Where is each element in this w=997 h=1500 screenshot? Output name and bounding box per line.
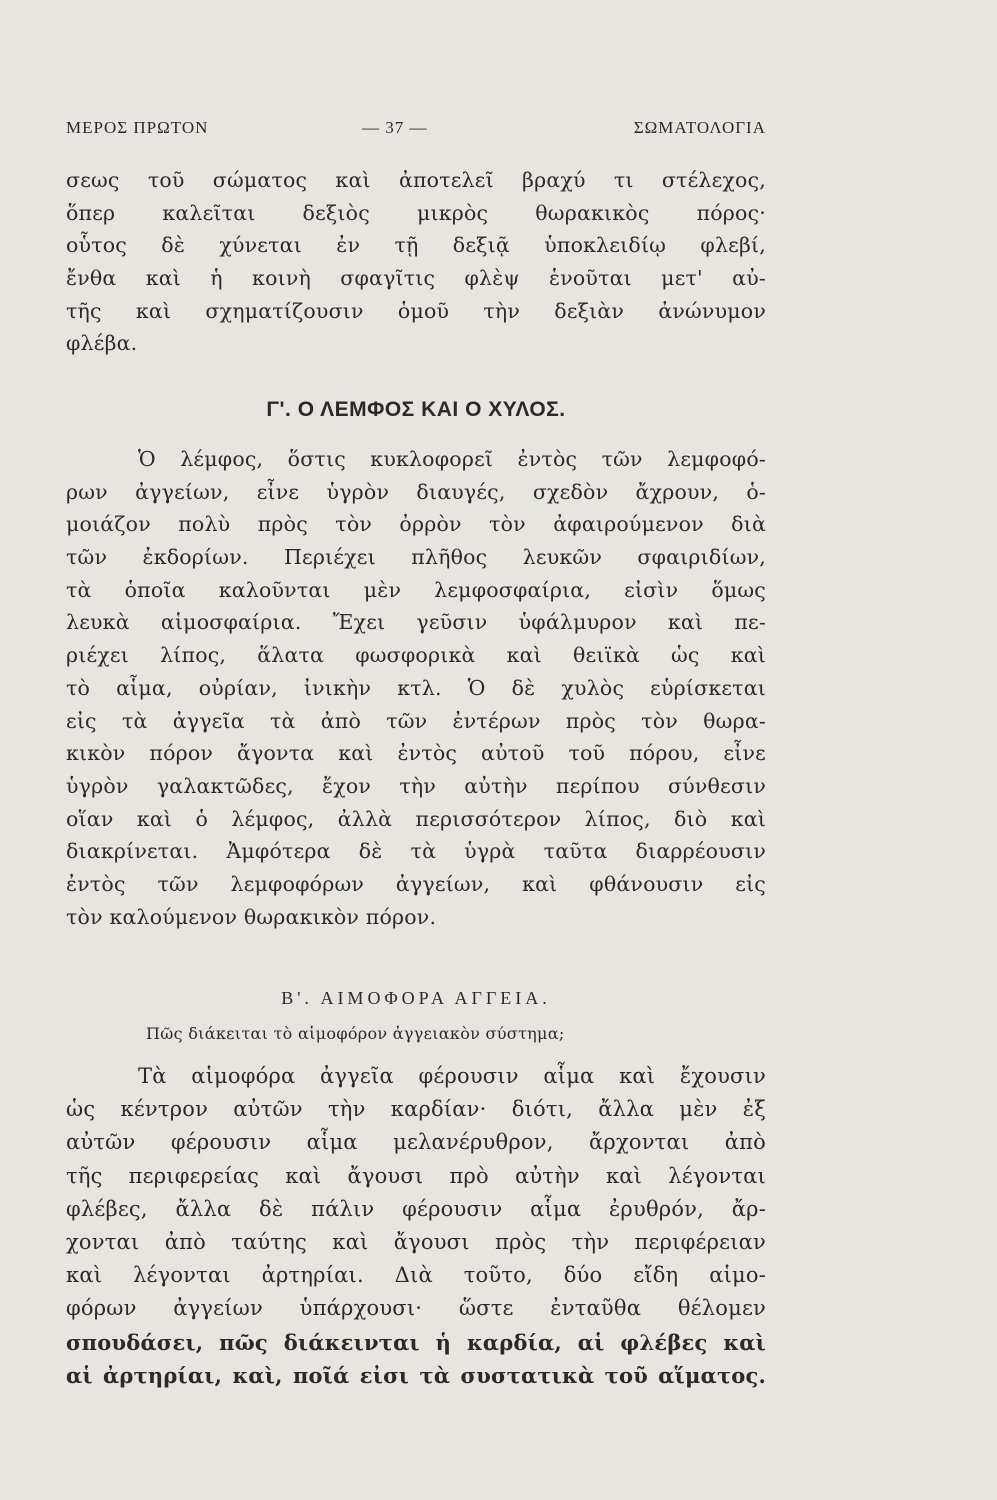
- text-line: μοιάζον πολὺ πρὸς τὸν ὀρρὸν τὸν ἀφαιρούμενον διὰ: [66, 512, 766, 537]
- text-line: εἰς τὰ ἀγγεῖα τὰ ἀπὸ τῶν ἐντέρων πρὸς τὸν θωρα-: [66, 708, 766, 733]
- running-head-part-title: ΜΕΡΟΣ ΠΡΩΤΟΝ: [66, 118, 209, 137]
- text-line: Ὁ λέμφος, ὅστις κυκλοφορεῖ ἐντὸς τῶν λεμφοφό-: [138, 447, 766, 471]
- text-line: ἔνθα καὶ ἡ κοινὴ σφαγῖτις φλὲψ ἑνοῦται μετ' αὐ-: [66, 266, 766, 291]
- section-heading-blood-vessels: Β'. ΑΙΜΟΦΟΡΑ ΑΓΓΕΙΑ.: [281, 988, 551, 1008]
- text-line: τὸν καλούμενον θωρακικὸν πόρον.: [66, 904, 437, 929]
- text-line: Τὰ αἱμοφόρα ἀγγεῖα φέρουσιν αἷμα καὶ ἔχουσιν: [138, 1064, 766, 1088]
- text-line: τῆς περιφερείας καὶ ἄγουσι πρὸ αὐτὴν καὶ λέγονται: [66, 1163, 766, 1188]
- text-line: τῆς καὶ σχηματίζουσιν ὁμοῦ τὴν δεξιὰν ἀνώνυμον: [66, 298, 766, 323]
- page-number: — 37 —: [362, 118, 428, 137]
- text-line: καὶ λέγονται ἀρτηρίαι. Διὰ τοῦτο, δύο εἴδη αἱμο-: [66, 1263, 766, 1288]
- text-line: λευκὰ αἱμοσφαίρια. Ἔχει γεῦσιν ὑφάλμυρον καὶ πε-: [66, 610, 766, 635]
- text-line: τῶν ἐκδορίων. Περιέχει πλῆθος λευκῶν σφαιριδίων,: [66, 545, 766, 570]
- running-head-section-title: ΣΩΜΑΤΟΛΟΓΙΑ: [633, 118, 766, 137]
- text-line: φόρων ἀγγείων ὑπάρχουσι· ὥστε ἐνταῦθα θέλομεν: [66, 1296, 766, 1321]
- text-line: ρων ἀγγείων, εἶνε ὑγρὸν διαυγές, σχεδὸν ἄχρουν, ὁ-: [66, 479, 766, 504]
- section-question: Πῶς διάκειται τὸ αἱμοφόρον ἀγγειακὸν σύστημα;: [146, 1024, 565, 1043]
- text-line: οὗτος δὲ χύνεται ἐν τῇ δεξιᾷ ὑποκλειδίῳ φλεβί,: [66, 233, 766, 258]
- text-line: αἱ ἀρτηρίαι, καὶ, ποῖά εἰσι τὰ συστατικὰ τοῦ αἵματος.: [66, 1362, 766, 1388]
- text-line: σπουδάσει, πῶς διάκεινται ἡ καρδία, αἱ φλέβες καὶ: [66, 1329, 766, 1355]
- section-heading-lymph-chyle: Γ'. Ο ΛΕΜΦΟΣ ΚΑΙ Ο ΧΥΛΟΣ.: [266, 398, 566, 421]
- paragraph-vein-ending: [66, 164, 766, 360]
- text-line: διακρίνεται. Ἀμφότερα δὲ τὰ ὑγρὰ ταῦτα διαρρέουσιν: [66, 839, 766, 864]
- text-line: ἐντὸς τῶν λεμφοφόρων ἀγγείων, καὶ φθάνουσιν εἰς: [66, 871, 766, 896]
- text-line: οἵαν καὶ ὁ λέμφος, ἀλλὰ περισσότερον λίπος, διὸ καὶ: [66, 806, 766, 831]
- text-line: φλέβα.: [66, 331, 138, 356]
- text-line: αὐτῶν φέρουσιν αἷμα μελανέρυθρον, ἄρχονται ἀπὸ: [66, 1130, 766, 1155]
- text-line: σεως τοῦ σώματος καὶ ἀποτελεῖ βραχύ τι στέλεχος,: [66, 168, 766, 192]
- text-line: φλέβες, ἄλλα δὲ πάλιν φέρουσιν αἷμα ἐρυθρόν, ἄρ-: [66, 1196, 766, 1221]
- paragraph-lymph-chyle: [66, 443, 766, 933]
- text-line: χονται ἀπὸ ταύτης καὶ ἄγουσι πρὸς τὴν περιφέρειαν: [66, 1229, 766, 1254]
- text-line: ὡς κέντρον αὐτῶν τὴν καρδίαν· διότι, ἄλλα μὲν ἐξ: [66, 1097, 766, 1122]
- text-line: κικὸν πόρον ἄγοντα καὶ ἐντὸς αὐτοῦ τοῦ πόρου, εἶνε: [66, 741, 766, 766]
- text-line: ριέχει λίπος, ἅλατα φωσφορικὰ καὶ θειϊκὰ ὡς καὶ: [66, 643, 766, 668]
- text-line: τὰ ὁποῖα καλοῦνται μὲν λεμφοσφαίρια, εἰσὶν ὅμως: [66, 577, 766, 602]
- text-line: ὑγρὸν γαλακτῶδες, ἔχον τὴν αὐτὴν περίπου σύνθεσιν: [66, 773, 766, 798]
- text-line: τὸ αἷμα, οὐρίαν, ἰνικὴν κτλ. Ὁ δὲ χυλὸς εὑρίσκεται: [66, 675, 766, 700]
- paragraph-blood-vessels: [66, 1060, 766, 1392]
- text-line: ὅπερ καλεῖται δεξιὸς μικρὸς θωρακικὸς πόρος·: [66, 200, 766, 225]
- running-head: [66, 118, 766, 144]
